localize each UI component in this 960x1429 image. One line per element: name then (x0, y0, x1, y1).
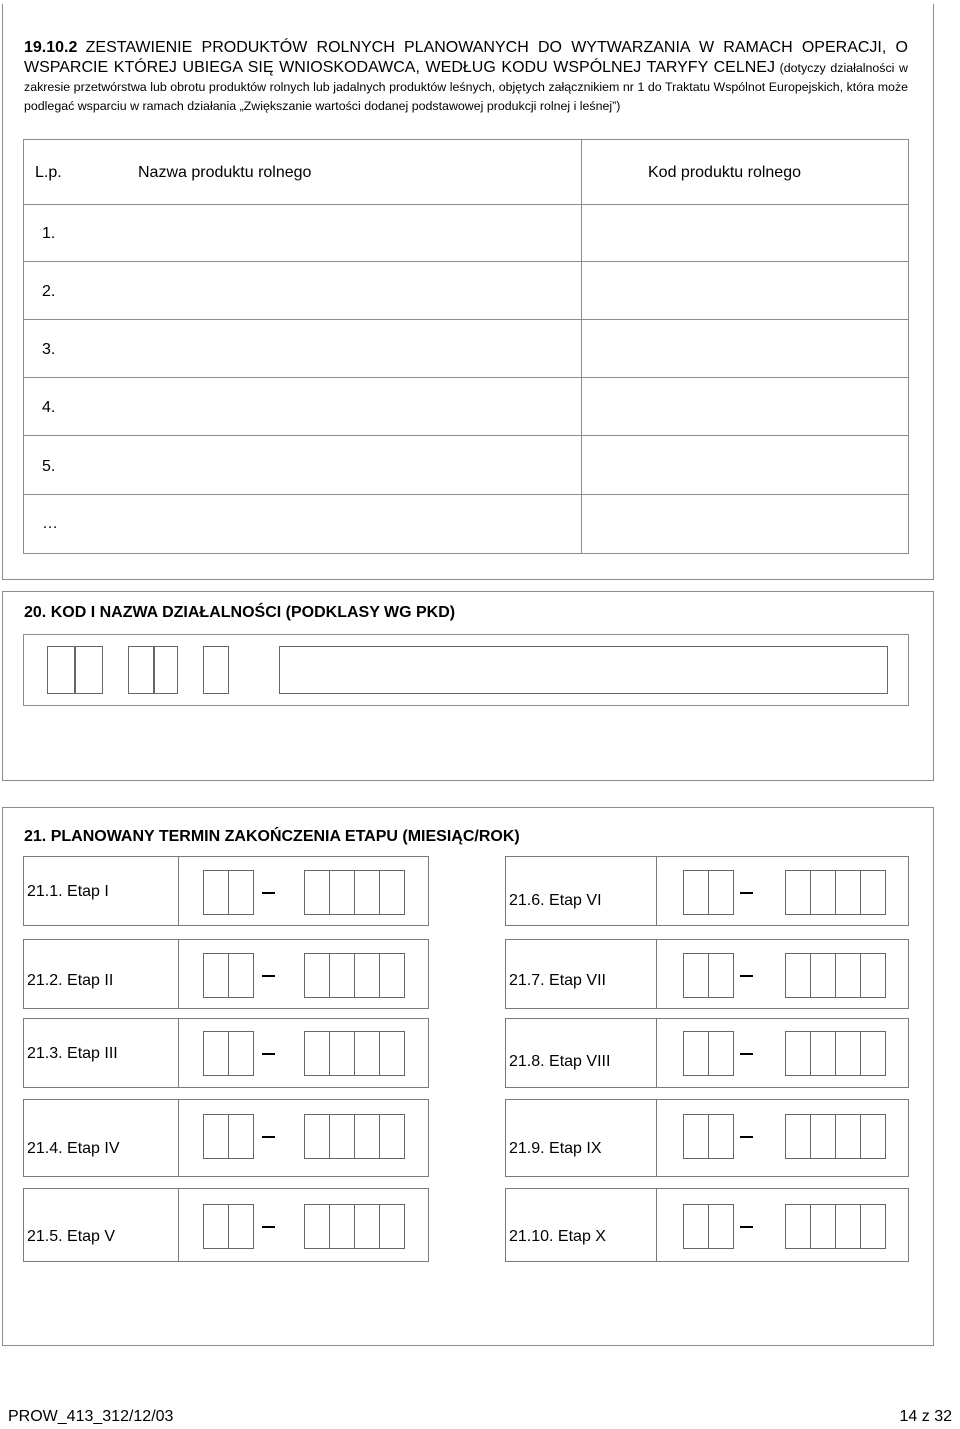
document-code: PROW_413_312/12/03 (8, 1408, 174, 1425)
date-separator-dash (740, 1226, 753, 1228)
month-cell[interactable] (708, 870, 734, 915)
year-cell[interactable] (354, 1204, 380, 1249)
table-row: 4. (42, 399, 56, 416)
year-cell[interactable] (860, 870, 886, 915)
year-cell[interactable] (785, 870, 811, 915)
year-cell[interactable] (785, 1031, 811, 1076)
product-code-cell[interactable] (581, 319, 909, 377)
table-row: … (42, 515, 58, 532)
table-row: 3. (42, 341, 56, 358)
year-cell[interactable] (329, 870, 355, 915)
date-separator-dash (262, 1136, 275, 1138)
year-cell[interactable] (304, 1031, 330, 1076)
year-cell[interactable] (379, 953, 405, 998)
year-cell[interactable] (810, 1204, 836, 1249)
year-cell[interactable] (860, 1204, 886, 1249)
year-cell[interactable] (354, 1114, 380, 1159)
month-cell[interactable] (683, 1031, 709, 1076)
year-cell[interactable] (785, 1204, 811, 1249)
date-separator-dash (262, 1226, 275, 1228)
pkd-code-cell[interactable] (154, 646, 178, 694)
month-cell[interactable] (203, 1031, 229, 1076)
year-cell[interactable] (329, 953, 355, 998)
year-cell[interactable] (835, 870, 861, 915)
pkd-code-cell[interactable] (203, 646, 229, 694)
year-cell[interactable] (810, 870, 836, 915)
year-cell[interactable] (835, 953, 861, 998)
section-20-title: 20. KOD I NAZWA DZIAŁALNOŚCI (PODKLASY WG PKD) (24, 604, 456, 621)
product-code-cell[interactable] (581, 435, 909, 494)
year-cell[interactable] (785, 1114, 811, 1159)
section-19-heading (24, 38, 908, 116)
pkd-code-cell[interactable] (47, 646, 75, 694)
stage-label: 21.9. Etap IX (509, 1140, 602, 1157)
stage-label: 21.4. Etap IV (27, 1140, 120, 1157)
stage-label: 21.7. Etap VII (509, 972, 606, 989)
header-product-name: Nazwa produktu rolnego (138, 164, 312, 181)
month-cell[interactable] (228, 1114, 254, 1159)
month-cell[interactable] (683, 1204, 709, 1249)
stage-label: 21.8. Etap VIII (509, 1053, 611, 1070)
year-cell[interactable] (860, 1031, 886, 1076)
section-19-number: 19.10.2 (24, 39, 78, 56)
date-separator-dash (740, 892, 753, 894)
month-cell[interactable] (683, 870, 709, 915)
table-row: 5. (42, 458, 56, 475)
year-cell[interactable] (304, 1204, 330, 1249)
header-lp: L.p. (35, 164, 62, 181)
year-cell[interactable] (354, 953, 380, 998)
stage-label: 21.5. Etap V (27, 1228, 116, 1245)
date-separator-dash (262, 1053, 275, 1055)
year-cell[interactable] (835, 1114, 861, 1159)
year-cell[interactable] (354, 1031, 380, 1076)
year-cell[interactable] (329, 1031, 355, 1076)
section-19-title: ZESTAWIENIE PRODUKTÓW ROLNYCH PLANOWANYCH DO WYTWARZANIA W RAMACH OPERACJI, O WSPARCIE KTÓREJ UBIEGA SIĘ WNIOSKODAWCA, WEDŁUG KODU WSPÓLNEJ TARYFY CELNEJ (24, 39, 908, 76)
month-cell[interactable] (228, 953, 254, 998)
year-cell[interactable] (860, 1114, 886, 1159)
date-separator-dash (262, 892, 275, 894)
date-separator-dash (740, 975, 753, 977)
month-cell[interactable] (203, 1204, 229, 1249)
date-separator-dash (740, 1136, 753, 1138)
table-row: 2. (42, 283, 56, 300)
month-cell[interactable] (708, 1114, 734, 1159)
product-code-cell[interactable] (581, 261, 909, 319)
stage-label: 21.2. Etap II (27, 972, 114, 989)
page-number: 14 z 32 (899, 1408, 952, 1425)
year-cell[interactable] (810, 1114, 836, 1159)
date-separator-dash (262, 975, 275, 977)
year-cell[interactable] (379, 1204, 405, 1249)
year-cell[interactable] (304, 953, 330, 998)
year-cell[interactable] (354, 870, 380, 915)
month-cell[interactable] (203, 870, 229, 915)
year-cell[interactable] (810, 1031, 836, 1076)
year-cell[interactable] (810, 953, 836, 998)
section-21-title: 21. PLANOWANY TERMIN ZAKOŃCZENIA ETAPU (MIESIĄC/ROK) (24, 828, 520, 845)
month-cell[interactable] (708, 1031, 734, 1076)
month-cell[interactable] (708, 1204, 734, 1249)
month-cell[interactable] (228, 1031, 254, 1076)
product-code-cell[interactable] (581, 204, 909, 261)
year-cell[interactable] (785, 953, 811, 998)
pkd-code-cell[interactable] (75, 646, 103, 694)
month-cell[interactable] (203, 953, 229, 998)
pkd-name-field[interactable] (279, 646, 888, 694)
date-separator-dash (740, 1053, 753, 1055)
month-cell[interactable] (203, 1114, 229, 1159)
year-cell[interactable] (329, 1204, 355, 1249)
pkd-code-cell[interactable] (128, 646, 154, 694)
stage-label: 21.10. Etap X (509, 1228, 606, 1245)
year-cell[interactable] (860, 953, 886, 998)
stage-label: 21.3. Etap III (27, 1045, 118, 1062)
year-cell[interactable] (379, 1114, 405, 1159)
month-cell[interactable] (683, 1114, 709, 1159)
section-19-note: (dotyczy działalności w zakresie przetwórstwa lub obrotu produktów rolnych lub jadalnych produktów leśnych, objętych załącznikiem nr 1 do Traktatu Wspólnot Europejskich, która może podlegać wsparciu w ramach działania „Zwiększanie wartości dodanej podstawowej produkcji rolnej i leśnej”) (24, 61, 908, 113)
year-cell[interactable] (304, 1114, 330, 1159)
product-code-cell[interactable] (581, 377, 909, 435)
year-cell[interactable] (329, 1114, 355, 1159)
year-cell[interactable] (835, 1204, 861, 1249)
stage-label: 21.1. Etap I (27, 883, 109, 900)
table-row: 1. (42, 225, 56, 242)
year-cell[interactable] (379, 1031, 405, 1076)
month-cell[interactable] (228, 1204, 254, 1249)
month-cell[interactable] (683, 953, 709, 998)
stage-label: 21.6. Etap VI (509, 892, 602, 909)
year-cell[interactable] (835, 1031, 861, 1076)
header-product-code: Kod produktu rolnego (648, 164, 801, 181)
product-code-cell[interactable] (581, 494, 909, 554)
year-cell[interactable] (304, 870, 330, 915)
year-cell[interactable] (379, 870, 405, 915)
month-cell[interactable] (708, 953, 734, 998)
month-cell[interactable] (228, 870, 254, 915)
